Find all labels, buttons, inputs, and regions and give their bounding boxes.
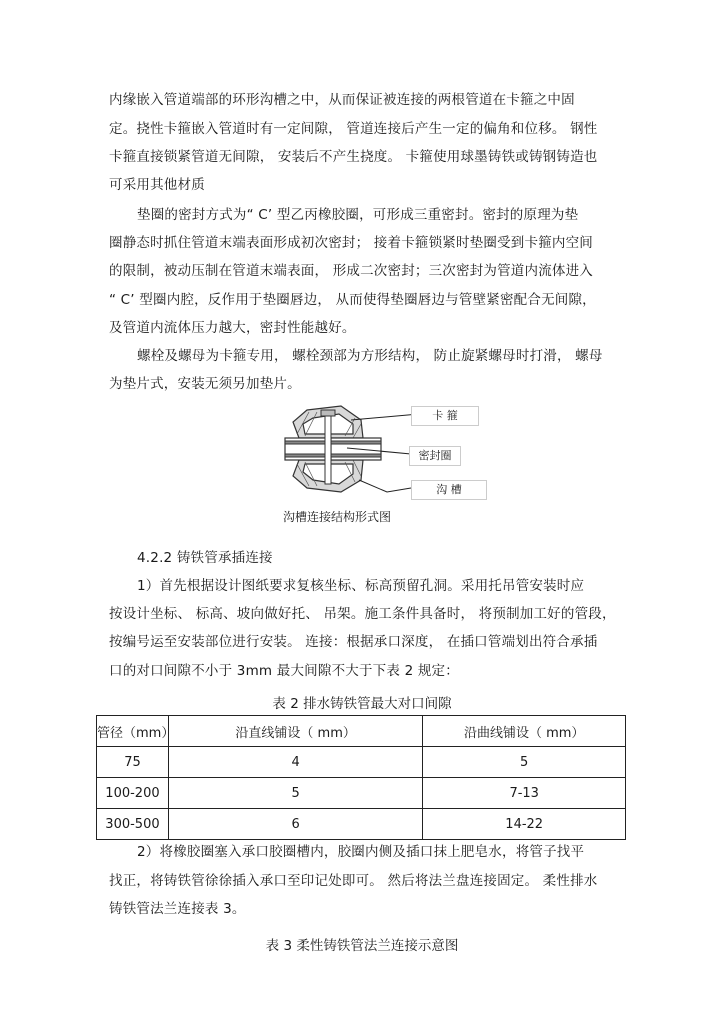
table-cell: 5 — [423, 747, 626, 778]
table-row — [97, 747, 626, 778]
groove-connection-figure — [283, 400, 493, 528]
table-cell: 300-500 — [97, 809, 169, 840]
paragraph-line: 为垫片式，安装无须另加垫片。 — [109, 376, 301, 392]
paragraph-line: 定。挠性卡箍嵌入管道时有一定间隙， 管道连接后产生一定的偏角和位移。 钢性 — [109, 121, 598, 137]
paragraph-line: 铸铁管法兰连接表 3。 — [109, 901, 246, 917]
paragraph-line: “ C’ 型圈内腔，反作用于垫圈唇边， 从而使得垫圈唇边与管壁紧密配合无间隙， — [109, 292, 596, 308]
seal-ring-label: 密封圈 — [409, 446, 461, 466]
paragraph-line: 口的对口间隙不小于 3mm 最大间隙不大于下表 2 规定： — [109, 663, 459, 679]
table-header-cell: 管径（mm） — [97, 716, 169, 747]
table-row — [97, 809, 626, 840]
paragraph-line: 找正，将铸铁管徐徐插入承口至印记处即可。 然后将法兰盘连接固定。 柔性排水 — [109, 873, 598, 889]
table-cell: 14-22 — [423, 809, 626, 840]
table-cell: 75 — [97, 747, 169, 778]
table-cell: 7-13 — [423, 778, 626, 809]
table2-title: 表 2 排水铸铁管最大对口间隙 — [272, 696, 452, 712]
paragraph-line: 及管道内流体压力越大，密封性能越好。 — [109, 320, 356, 336]
table-header-cell: 沿直线铺设（ mm） — [168, 716, 422, 747]
groove-label: 沟 槽 — [411, 480, 487, 500]
paragraph-line: 圈静态时抓住管道末端表面形成初次密封； 接着卡箍锁紧时垫圈受到卡箍内空间 — [109, 235, 593, 251]
paragraph-line: 1）首先根据设计图纸要求复核坐标、标高预留孔洞。采用托吊管安装时应 — [137, 578, 585, 594]
paragraph-line: 的限制，被动压制在管道末端表面， 形成二次密封；三次密封为管道内流体进入 — [109, 263, 593, 279]
table-cell: 4 — [168, 747, 422, 778]
paragraph-line: 按编号运至安装部位进行安装。 连接：根据承口深度， 在插口管端划出符合承插 — [109, 634, 598, 650]
paragraph-line: 内缘嵌入管道端部的环形沟槽之中，从而保证被连接的两根管道在卡箍之中固 — [109, 92, 575, 108]
table-cell: 5 — [168, 778, 422, 809]
paragraph-line: 可采用其他材质 — [109, 177, 205, 193]
paragraph-line: 螺栓及螺母为卡箍专用， 螺栓颈部为方形结构， 防止旋紧螺母时打滑， 螺母 — [137, 348, 603, 364]
clamp-label: 卡 箍 — [411, 406, 479, 426]
paragraph-line: 2）将橡胶圈塞入承口胶圈槽内，胶圈内侧及插口抹上肥皂水，将管子找平 — [137, 844, 585, 860]
paragraph-line: 垫圈的密封方式为“ C’ 型乙丙橡胶圈，可形成三重密封。密封的原理为垫 — [137, 207, 579, 223]
table-cell: 6 — [168, 809, 422, 840]
section-heading: 4.2.2 铸铁管承插连接 — [137, 550, 273, 566]
table-header-cell: 沿曲线铺设（ mm） — [423, 716, 626, 747]
paragraph-line: 按设计坐标、 标高、坡向做好托、 吊架。施工条件具备时， 将预制加工好的管段， — [109, 606, 616, 622]
figure-caption: 沟槽连接结构形式图 — [283, 510, 392, 524]
paragraph-line: 卡箍直接锁紧管道无间隙， 安装后不产生挠度。 卡箍使用球墨铸铁或铸钢铸造也 — [109, 149, 598, 165]
table-row — [97, 778, 626, 809]
gap-table — [96, 715, 626, 840]
table3-title: 表 3 柔性铸铁管法兰连接示意图 — [265, 938, 459, 954]
table-header-row — [97, 716, 626, 747]
table-cell: 100-200 — [97, 778, 169, 809]
